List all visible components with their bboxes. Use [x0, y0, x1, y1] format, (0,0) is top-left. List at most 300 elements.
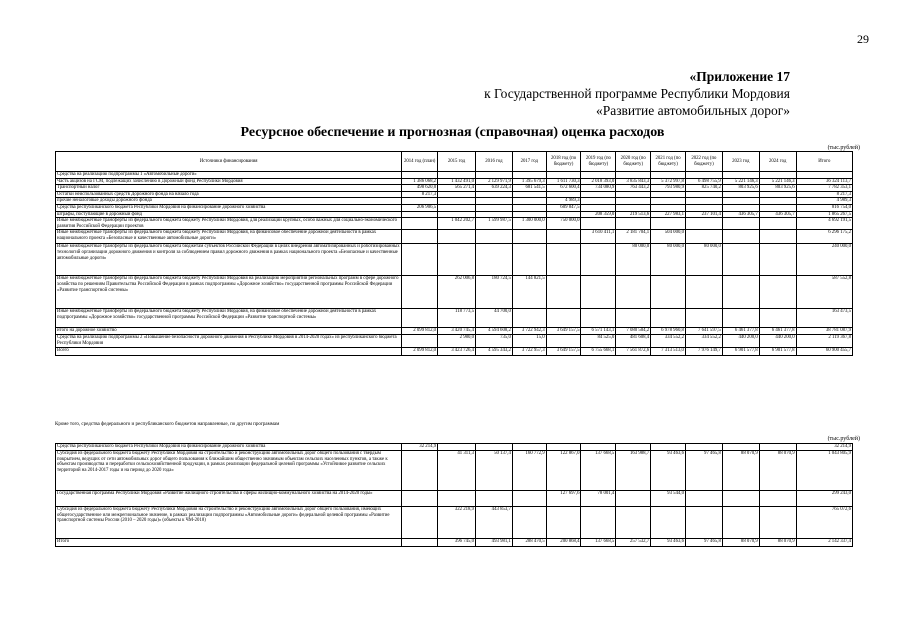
table-cell: 2 980,0 [438, 335, 476, 348]
table-cell: 7 313 513,0 [651, 348, 686, 356]
table-cell [512, 172, 546, 179]
table-cell: 88 070,9 [722, 451, 759, 491]
table-cell: 4 595 343,2 [475, 348, 512, 356]
table-cell: 440 200,0 [759, 335, 796, 348]
table-cell: 436 305,7 [759, 211, 796, 218]
table-cell: 84 525,0 [581, 335, 616, 348]
table-cell [512, 230, 546, 244]
table-cell [759, 507, 796, 539]
table-cell: 36 324 113,7 [796, 178, 852, 185]
table-cell: 1 599 987,5 [475, 218, 512, 230]
table-cell [546, 172, 581, 179]
table-cell [651, 191, 686, 198]
table-cell: Субсидия из федерального бюджета бюджету Республики Мордовия на строительство и реконструкцию автомобильных дорог общего пользования с твердым покрытием, ведущих от сети автомобильных дорог общего пользования к ближайшим общественно значимым объектам сельских населенных пунктов, а также к объектам производства и переработки сельскохозяйственной продукции, в рамках реализации федеральной целевой программы «Устойчивое развитие сельских территорий на 2014-2017 годы и на период до 2020 года» [56, 451, 402, 491]
table-cell [685, 172, 722, 179]
table-cell: 3 722 942,3 [512, 328, 546, 335]
table-cell: 5 221 146,3 [722, 178, 759, 185]
table-cell [402, 507, 438, 539]
table-cell: 6 571 143,1 [581, 328, 616, 335]
table-cell: 2 119 367,8 [796, 335, 852, 348]
table-cell [402, 335, 438, 348]
table-cell [685, 276, 722, 309]
table-cell [651, 204, 686, 211]
table-cell: 436 305,7 [722, 211, 759, 218]
table-row [56, 348, 853, 356]
table-cell: 15,0 [512, 335, 546, 348]
table-cell [616, 204, 651, 211]
table-cell [581, 507, 616, 539]
table-cell [512, 444, 546, 451]
table-cell: 88 070,9 [759, 539, 796, 547]
table-cell [651, 276, 686, 309]
table-cell: 93 463,6 [651, 539, 686, 547]
table-cell: 2 181 704,1 [616, 230, 651, 244]
table-cell [438, 204, 476, 211]
table-cell: 3 835 843,3 [616, 178, 651, 185]
table-cell [438, 172, 476, 179]
table-cell: 6 498 755,9 [685, 178, 722, 185]
table-cell: 38 781 087,9 [796, 328, 852, 335]
table-cell: 257 532,7 [616, 539, 651, 547]
table-cell: 4 594 608,2 [475, 328, 512, 335]
table-cell: 8 217,3 [796, 191, 852, 198]
table-cell: 32 214,9 [402, 444, 438, 451]
table-cell [402, 172, 438, 179]
table-cell: Всего [56, 348, 402, 356]
table-cell: 2 018 393,0 [581, 178, 616, 185]
table-cell: 1 395 679,3 [512, 178, 546, 185]
table-cell [546, 309, 581, 328]
table-row [56, 244, 853, 276]
table-cell: 1 300 000,0 [512, 218, 546, 230]
table-cell: 396 745,0 [438, 539, 476, 547]
table-cell: 6 901 577,8 [722, 348, 759, 356]
table-cell: 334 552,2 [685, 335, 722, 348]
table-cell: 1 865 267,5 [796, 211, 852, 218]
table-cell [512, 507, 546, 539]
appendix-line-3: «Развитие автомобильных дорог» [595, 103, 790, 118]
table-cell: 334 552,2 [651, 335, 686, 348]
table-cell: Средства на реализацию подпрограммы 1 «Автомобильные дороги» [56, 172, 402, 179]
table-cell: 6 755 668,1 [581, 348, 616, 356]
table-cell: 127 697,6 [546, 491, 581, 507]
table-row [56, 178, 853, 185]
table-cell: 763 443,2 [616, 185, 651, 192]
table-cell [651, 507, 686, 539]
table-cell [651, 444, 686, 451]
table-cell: 639 224,3 [475, 185, 512, 192]
table-row [56, 191, 853, 198]
table-cell [722, 230, 759, 244]
table-cell: 440 200,0 [722, 335, 759, 348]
table-cell [402, 218, 438, 230]
table-cell: 299 243,0 [796, 491, 852, 507]
table-cell [722, 444, 759, 451]
table-cell [438, 244, 476, 276]
table-cell: 6 461 377,8 [759, 328, 796, 335]
table-cell [402, 244, 438, 276]
table-row [56, 172, 853, 179]
table-cell [685, 204, 722, 211]
table-row [56, 230, 853, 244]
table-cell [438, 491, 476, 507]
table-cell: 803 925,6 [722, 185, 759, 192]
table-cell [616, 276, 651, 309]
table-cell [512, 491, 546, 507]
column-header: 2014 год (план) [402, 152, 438, 172]
table-cell: 237 101,4 [685, 211, 722, 218]
table-cell [722, 309, 759, 328]
table-cell: 587 552,8 [796, 276, 852, 309]
table-cell: Иные межбюджетные трансферты из федерального бюджета бюджету Республики Мордовия на реализацию мероприятий региональных программ в сфере дорожного хозяйства по решениям Правительства Российской Федерации в рамках подпрограммы «Дорожное хозяйство» государственной программы Российской Федерации «Развитие транспортной системы» [56, 276, 402, 309]
table-cell: 3 423 726,4 [438, 348, 476, 356]
table-cell [616, 507, 651, 539]
column-header: 2019 год (по бюджету) [581, 152, 616, 172]
table-cell: 41 311,3 [438, 451, 476, 491]
table-cell [759, 276, 796, 309]
table-cell: 322 218,9 [438, 507, 476, 539]
table-cell: 735,0 [475, 335, 512, 348]
table-cell: 6 296 175,2 [796, 230, 852, 244]
table-cell: 3 610 411,1 [581, 230, 616, 244]
table-cell: Иные межбюджетные трансферты из федерального бюджета бюджету Республики Мордовия, для реализации крупных, особо важных для социально-экономического развития Российской Федерации проектов [56, 218, 402, 230]
table-cell: 803 925,6 [759, 185, 796, 192]
table-cell: 7 561 872,6 [616, 348, 651, 356]
table-cell [722, 491, 759, 507]
table-cell: 1 386 068,2 [402, 178, 438, 185]
table-cell: 6 901 577,8 [759, 348, 796, 356]
table-cell: Транспортный налог [56, 185, 402, 192]
table-cell [438, 191, 476, 198]
column-header: 2020 год (по бюджету) [616, 152, 651, 172]
table-cell: Иные межбюджетные трансферты из федерального бюджета бюджету Республики Мордовия, на финансовое обеспечение дорожной деятельности в рамках национального проекта «Безопасные и качественные автомобильные дороги» [56, 230, 402, 244]
table-cell: Средства на реализацию подпрограммы 2 «Повышение безопасности дорожного движения в Республике Мордовия в 2014-2020 годах» из республиканского бюджета Республики Мордовия [56, 335, 402, 348]
table-cell [759, 218, 796, 230]
table-cell [475, 230, 512, 244]
table-cell: 93 463,6 [651, 451, 686, 491]
table-cell: 88 070,9 [722, 539, 759, 547]
table-cell: 1 611 730,3 [546, 178, 581, 185]
table-cell: 7 080 504,2 [616, 328, 651, 335]
table-cell: 2 142 337,4 [796, 539, 852, 547]
column-header: 2016 год [475, 152, 512, 172]
column-header: 2018 год (по бюджету) [546, 152, 581, 172]
table-cell [475, 444, 512, 451]
table-cell: 80 000,0 [616, 244, 651, 276]
table-cell: Остатки неиспользованных средств Дорожного фонда на начало года [56, 191, 402, 198]
table-row [56, 218, 853, 230]
table-cell: 504 000,0 [651, 230, 686, 244]
table-cell [616, 172, 651, 179]
table-cell: 3 420 745,4 [438, 328, 476, 335]
table-cell [546, 211, 581, 218]
table-cell: 78 001,4 [581, 491, 616, 507]
table-cell [759, 491, 796, 507]
column-header: 2021 год (по бюджету) [651, 152, 686, 172]
table-cell: 180 724,5 [475, 276, 512, 309]
table-cell: 240 000,0 [796, 244, 852, 276]
table-cell [581, 309, 616, 328]
appendix-line-1: «Приложение 17 [689, 69, 790, 84]
table-cell: 4 989,3 [796, 198, 852, 205]
table-cell: 825 740,2 [685, 185, 722, 192]
unit-label-1: (тыс.рублей) [827, 145, 860, 151]
table-row [56, 198, 853, 205]
table-cell: 609 847,5 [546, 204, 581, 211]
table-cell: Субсидия из федерального бюджета бюджету Республики Мордовия на строительство и реконструкцию автомобильных дорог общего пользования, имеющих общегосударственное или межрегиональное значение, в рамках реализации подпрограммы «Автомобильные дороги» федеральной целевой программы «Развитие транспортной системы России (2010 – 2020 годы)» (объекты к ЧМ-2018) [56, 507, 402, 539]
table-cell [581, 204, 616, 211]
table-cell [651, 309, 686, 328]
table-cell [651, 218, 686, 230]
table-cell [438, 230, 476, 244]
table-cell [722, 191, 759, 198]
table-cell: 80 000,0 [685, 244, 722, 276]
table-cell [616, 218, 651, 230]
table-cell: Средства республиканского бюджета Республики Мордовия на финансирование дорожного хозяйства [56, 204, 402, 211]
column-header: 2022 год (по бюджету) [685, 152, 722, 172]
table-cell: Иные межбюджетные трансферты из федерального бюджета бюджетам субъектов Российской Федерации в целях внедрения автоматизированных и роботизированных технологий организации дорожного движения и контроля за соблюдением правил дорожного движения в рамках национального проекта «Безопасные и качественные автомобильные дороги» [56, 244, 402, 276]
table-cell: 118 773,5 [438, 309, 476, 328]
table-cell [759, 204, 796, 211]
table-cell: 5 221 146,3 [759, 178, 796, 185]
table-cell [685, 491, 722, 507]
table-cell [581, 244, 616, 276]
table-cell: 6 978 960,8 [651, 328, 686, 335]
table-cell: 50 137,4 [475, 451, 512, 491]
table-row [56, 185, 853, 192]
table-cell: 765 072,6 [796, 507, 852, 539]
other-programs-table [55, 443, 853, 547]
table-cell: 8 217,3 [402, 191, 438, 198]
table-cell: 97 465,8 [685, 539, 722, 547]
table-cell: Итого [56, 539, 402, 547]
table-cell: 498 620,0 [402, 185, 438, 192]
table-cell [475, 211, 512, 218]
table-cell [512, 191, 546, 198]
table-cell [722, 218, 759, 230]
table-cell [475, 191, 512, 198]
table-cell [402, 451, 438, 491]
table-cell [685, 444, 722, 451]
table-row [56, 507, 853, 539]
table-cell: 2 099 812,0 [402, 328, 438, 335]
table-cell: 206 906,5 [402, 204, 438, 211]
table-cell [616, 191, 651, 198]
table-row [56, 335, 853, 348]
table-cell [685, 218, 722, 230]
table-cell: 262 006,8 [438, 276, 476, 309]
table-cell: 80 000,0 [651, 244, 686, 276]
table-cell: 6 461 377,8 [722, 328, 759, 335]
table-cell [402, 276, 438, 309]
header-row [56, 152, 853, 172]
table-cell [685, 309, 722, 328]
table-cell [438, 198, 476, 205]
table-cell: 4 989,3 [546, 198, 581, 205]
table-cell: 565 271,4 [438, 185, 476, 192]
table-cell [402, 230, 438, 244]
table-cell: прочие неналоговые доходы дорожного фонда [56, 198, 402, 205]
table-cell [722, 276, 759, 309]
table-cell: 4 692 191,5 [796, 218, 852, 230]
column-header: Итого [796, 152, 852, 172]
table-cell: 3 649 157,5 [546, 328, 581, 335]
table-cell [512, 198, 546, 205]
table-cell: Иные межбюджетные трансферты из федерального бюджета бюджету Республики Мордовия, на финансовое обеспечение дорожной деятельности в рамках подпрограммы «Дорожное хозяйство» государственной программы Российской Федерации «Развитие транспортной системы» [56, 309, 402, 328]
table-cell [581, 444, 616, 451]
table-cell [512, 244, 546, 276]
note-text: Кроме того, средства федерального и республиканского бюджетов направленные, по другим программам [55, 422, 280, 427]
table-cell: 288 470,5 [512, 539, 546, 547]
table-cell [616, 444, 651, 451]
table-cell: 750 000,0 [546, 218, 581, 230]
table-cell [475, 204, 512, 211]
column-header: 2024 год [759, 152, 796, 172]
table-cell [402, 309, 438, 328]
table-cell: 1 042 202,7 [438, 218, 476, 230]
table-cell [402, 491, 438, 507]
table-cell: 493 981,1 [475, 539, 512, 547]
table-cell: 481 608,4 [616, 335, 651, 348]
table-cell: 734 080,9 [581, 185, 616, 192]
table-cell: 2 129 971,9 [475, 178, 512, 185]
table-cell: 32 214,9 [796, 444, 852, 451]
resource-table [55, 151, 853, 356]
column-header: 2017 год [512, 152, 546, 172]
table-cell: 97 465,8 [685, 451, 722, 491]
table-cell [722, 198, 759, 205]
table-cell [616, 198, 651, 205]
table-cell [438, 444, 476, 451]
table-cell [722, 507, 759, 539]
table-cell [546, 230, 581, 244]
table-cell: 60 900 455,7 [796, 348, 852, 356]
column-header: 2023 год [722, 152, 759, 172]
table-cell: 208 359,0 [581, 211, 616, 218]
table-cell: 163 473,5 [796, 309, 852, 328]
table-cell: штрафы, поступающие в дорожный фонд [56, 211, 402, 218]
table-cell [546, 335, 581, 348]
table-cell [581, 218, 616, 230]
table-row [56, 211, 853, 218]
table-row [56, 309, 853, 328]
table-cell: 5 372 997,8 [651, 178, 686, 185]
table-cell: 93 544,0 [651, 491, 686, 507]
table-cell: 1 043 805,9 [796, 451, 852, 491]
table-cell: 681 541,5 [512, 185, 546, 192]
table-cell [546, 191, 581, 198]
table-cell [512, 211, 546, 218]
table-cell: итого на дорожное хозяйство [56, 328, 402, 335]
table-cell: 219 513,6 [616, 211, 651, 218]
table-row [56, 444, 853, 451]
document-title: Ресурсное обеспечение и прогнозная (справочная) оценка расходов [240, 125, 665, 140]
table-cell: 443 853,7 [475, 507, 512, 539]
table-cell: 163 988,7 [616, 451, 651, 491]
table-cell [759, 230, 796, 244]
table-cell [581, 198, 616, 205]
table-cell [546, 444, 581, 451]
table-cell: 7 976 149,7 [685, 348, 722, 356]
table-cell: 2 099 812,0 [402, 348, 438, 356]
table-cell: Государственная программа Республики Мордовия «Развитие жилищного строительства и сферы жилищно-коммунального хозяйства на 2014-2020 годы» [56, 491, 402, 507]
appendix-line-2: к Государственной программе Республики Мордовия [484, 86, 790, 101]
table-cell [581, 276, 616, 309]
column-header: Источники финансирования [56, 152, 402, 172]
table-cell: Средства республиканского бюджета Республики Мордовия на финансирование дорожного хозяйства [56, 444, 402, 451]
table-cell: 3 649 157,5 [546, 348, 581, 356]
table-cell [512, 309, 546, 328]
table-cell: 137 668,5 [581, 451, 616, 491]
table-cell [546, 507, 581, 539]
table-cell [685, 507, 722, 539]
table-cell [581, 172, 616, 179]
table-cell [796, 172, 852, 179]
table-row [56, 328, 853, 335]
table-row [56, 539, 853, 547]
table-row [56, 451, 853, 491]
table-cell [512, 204, 546, 211]
table-cell [759, 309, 796, 328]
table-cell [759, 191, 796, 198]
table-cell: 144 821,5 [512, 276, 546, 309]
table-cell [402, 539, 438, 547]
page-number: 29 [857, 32, 869, 46]
table-cell [581, 191, 616, 198]
appendix-header [484, 68, 790, 119]
table-cell: 3 722 957,3 [512, 348, 546, 356]
table-cell [475, 198, 512, 205]
table-cell [651, 172, 686, 179]
table-cell: 137 668,5 [581, 539, 616, 547]
table-cell [685, 191, 722, 198]
table-cell: 160 772,9 [512, 451, 546, 491]
table-cell [722, 204, 759, 211]
table-cell: 88 070,9 [759, 451, 796, 491]
table-cell [651, 198, 686, 205]
table-cell [759, 172, 796, 179]
table-cell [546, 276, 581, 309]
unit-label-2: (тыс.рублей) [827, 436, 860, 442]
table-cell [616, 491, 651, 507]
table-cell [402, 211, 438, 218]
table-row [56, 491, 853, 507]
table-cell: Часть акцизов на ГСМ, подлежащих зачислению в Дорожный фонд Республики Мордовия [56, 178, 402, 185]
table-cell [759, 444, 796, 451]
table-cell [438, 211, 476, 218]
table-cell [475, 172, 512, 179]
table-cell: 7 782 353,1 [796, 185, 852, 192]
table-cell [402, 198, 438, 205]
table-cell [546, 244, 581, 276]
table-cell [475, 244, 512, 276]
table-cell [685, 198, 722, 205]
table-cell: 7 641 597,5 [685, 328, 722, 335]
table-cell: 200 868,4 [546, 539, 581, 547]
table-cell [759, 244, 796, 276]
table-cell: 816 754,0 [796, 204, 852, 211]
table-row [56, 276, 853, 309]
table-cell: 1 432 491,0 [438, 178, 476, 185]
table-cell [616, 309, 651, 328]
table-cell: 122 867,0 [546, 451, 581, 491]
table-cell [475, 491, 512, 507]
table-cell: 227 983,1 [651, 211, 686, 218]
table-cell [722, 172, 759, 179]
table-cell: 793 980,9 [651, 185, 686, 192]
table-cell [722, 244, 759, 276]
table-cell: 44 700,0 [475, 309, 512, 328]
